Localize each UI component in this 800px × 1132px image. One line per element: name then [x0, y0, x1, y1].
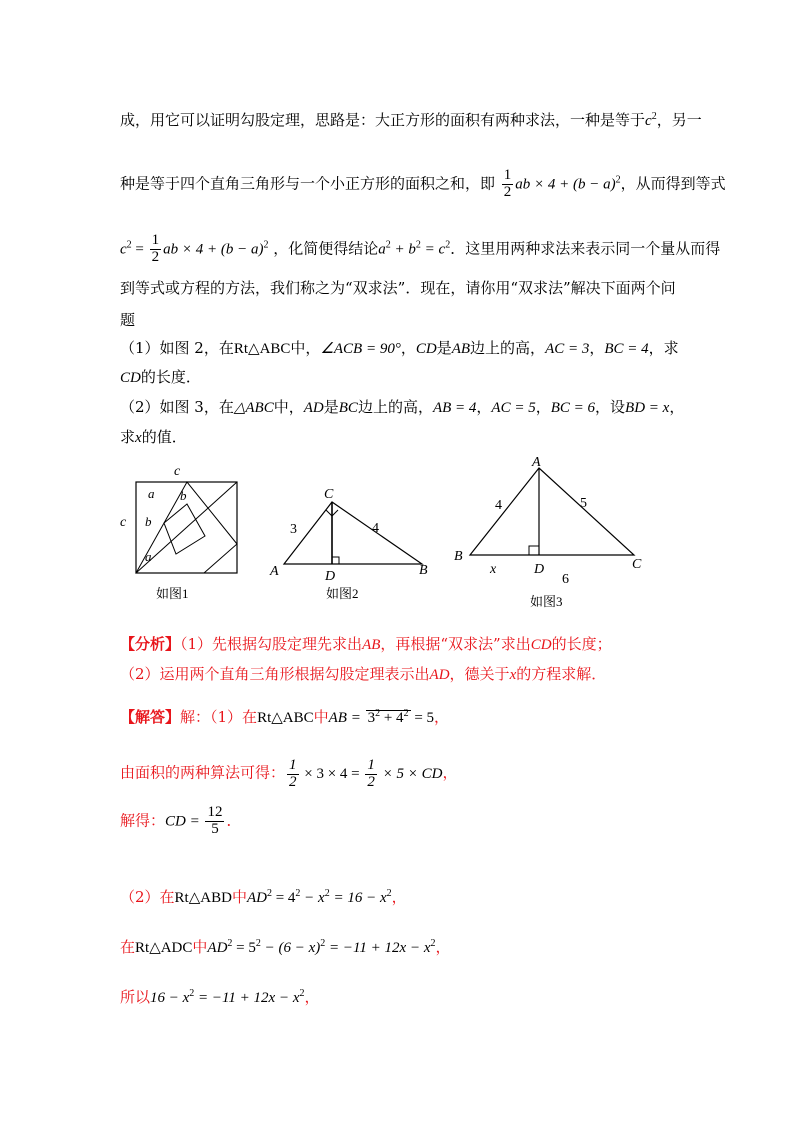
- fig2-label-C: C: [324, 487, 334, 502]
- solution-result-line: 解得：CD = $\frac{12}{5}$ ．: [120, 804, 242, 837]
- fig1-label-b1: b: [180, 488, 187, 503]
- fig2-caption: 如图2: [326, 586, 359, 601]
- solution-area-line: 由面积的两种算法可得： $\frac{1}{2}$ × 3 × 4 = $\frac{1}{2}$ × 5 × CD，: [120, 757, 458, 790]
- fig2-label-AC: 3: [290, 522, 297, 537]
- analysis-line-1: 【分析】（1）先根据勾股定理先求出AB，再根据“双求法”求出CD的长度；: [120, 635, 612, 653]
- intro-line-2: 种是等于四个直角三角形与一个小正方形的面积之和，即 $\frac{1}{2}$ ab × $4 + (b - a)^2$，从而得到等式: [120, 167, 726, 200]
- fig3-label-A: A: [532, 455, 541, 470]
- analysis-line-2: （2）运用两个直角三角形根据勾股定理表示出AD，德关于x的方程求解．: [120, 665, 607, 683]
- fig3-label-AB: 4: [495, 498, 502, 513]
- fig1-label-c-top: c: [174, 464, 181, 479]
- fig2-label-D: D: [325, 569, 336, 584]
- intro-line-5: 题: [120, 311, 136, 329]
- figure-2: [262, 478, 442, 608]
- solution-2-line-3: 所以$16 - x^2 = -11 + 12x - x^2$，: [120, 988, 320, 1006]
- question-2: （2）如图 3，在△ABC中，AD是BC边上的高，AB = 4，AC = 5，BC = 6，设BD = x，: [120, 398, 685, 416]
- fig3-caption: 如图3: [530, 594, 563, 609]
- solution-line-1: 【解答】解：（1）在Rt△ABC中AB = $3^2 + 4^2 = 5$，: [120, 708, 450, 726]
- solution-2-line-2: 在Rt△ADC中$AD^2 = 5^2 - (6 - x)^2 = -11 + 12x - x^2$，: [120, 938, 451, 956]
- fig3-label-D: D: [534, 562, 545, 577]
- fig1-label-c-left: c: [120, 515, 127, 530]
- fraction-half: $\frac{1}{2}$: [503, 167, 512, 200]
- figure-3: [450, 452, 660, 617]
- fig3-label-AC: 5: [580, 496, 587, 511]
- fig1-label-b2: b: [145, 514, 152, 529]
- question-2-cont: 求x的值．: [120, 428, 187, 446]
- question-1: （1）如图 2，在Rt△ABC中，∠ACB = 90°，CD是AB边上的高，AC = 3，BC = 4，求: [120, 339, 679, 357]
- fig1-caption: 如图1: [156, 586, 189, 601]
- fig1-label-a1: a: [148, 486, 155, 501]
- fig3-label-DC: 6: [562, 572, 569, 587]
- question-1-cont: CD的长度．: [120, 368, 201, 386]
- fig1-label-a2: a: [145, 549, 152, 564]
- intro-line-4: 到等式或方程的方法，我们称之为“双求法”．现在，请你用“双求法”解决下面两个问: [120, 279, 676, 297]
- fig3-label-x: x: [490, 562, 497, 577]
- figure-1: [110, 458, 260, 608]
- fig3-label-C: C: [632, 557, 642, 572]
- fig3-label-B: B: [454, 549, 463, 564]
- fig2-label-BC: 4: [372, 521, 379, 536]
- intro-line-3: $c^2$ = $\frac{1}{2}$ ab × $4 + (b - a)^2$ ，化简便得结论$a^2 + b^2 = c^2$．这里用两种求法来表示同一个量从而得: [120, 232, 721, 265]
- fig2-label-B: B: [419, 563, 428, 578]
- intro-line-1: 成，用它可以证明勾股定理，思路是：大正方形的面积有两种求法，一种是等于$c^2$，另一: [120, 111, 702, 129]
- solution-2-line-1: （2）在Rt△ABD中$AD^2 = 4^2 - x^2 = 16 - x^2$，: [120, 888, 407, 906]
- fig2-label-A: A: [270, 564, 279, 579]
